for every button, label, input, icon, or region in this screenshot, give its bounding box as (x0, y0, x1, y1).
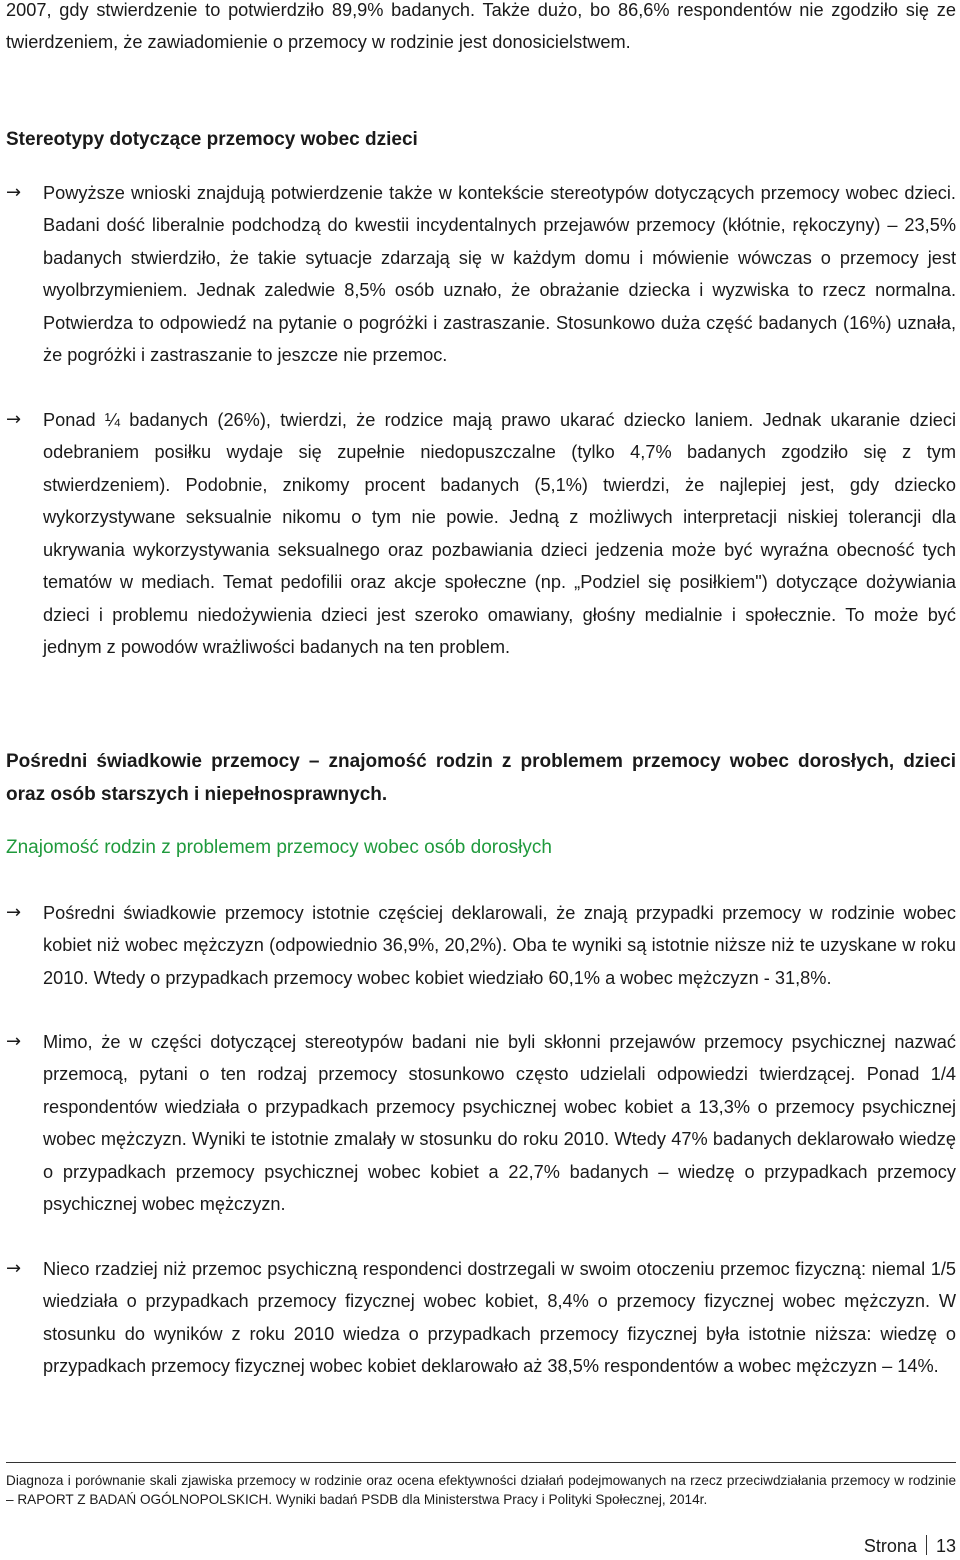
bullet-item (6, 1026, 956, 1221)
footer-citation: Diagnoza i porównanie skali zjawiska przemocy w rodzinie oraz ocena efektywności działań podejmowanych na rzecz przeciwdziałania przemocy w rodzinie – RAPORT Z BADAŃ OGÓLNOPOLSKICH. Wyniki badań PSDB dla Ministerstwa Pracy i Polityki Społecznej, 2014r. (6, 1473, 956, 1507)
footer-divider (6, 1462, 956, 1463)
right-arrow-icon: → (6, 1258, 22, 1279)
page-number (864, 1532, 956, 1560)
bullet-text: Powyższe wnioski znajdują potwierdzenie także w kontekście stereotypów dotyczących przemocy wobec dzieci. Badani dość liberalnie podchodzą do kwestii incydentalnych przejawów przemocy (kłótnie, rękoczyny) – 23,5% badanych stwierdziło, że takie sytuacje zdarzają się w każdym domu i mówienie wówczas o przemocy jest wyolbrzymieniem. Jednak zaledwie 8,5% osób uznało, że obrażanie dziecka i wyzwiska to rzecz normalna. Potwierdza to odpowiedź na pytanie o pogróżki i zastraszanie. Stosunkowo duża część badanych (16%) uznała, że pogróżki i zastraszanie to jeszcze nie przemoc. (43, 183, 956, 366)
page-number-value: 13 (935, 1536, 956, 1556)
section-heading-child-stereotypes: Stereotypy dotyczące przemocy wobec dzieci (6, 129, 418, 150)
bullet-text: Ponad ¼ badanych (26%), twierdzi, że rodzice mają prawo ukarać dziecko laniem. Jednak ukaranie dzieci odebraniem posiłku wydaje się zupełnie niedopuszczalne (tylko 4,7% badanych zgodziło się z tym stwierdzeniem). Podobnie, znikomy procent badanych (5,1%) twierdzi, że najlepiej jest, gdy dziecko wykorzystywane seksualnie nikomu o tym nie powie. Jedną z możliwych interpretacji niskiej tolerancji dla ukrywania wykorzystywania seksualnego oraz pozbawiania dzieci jedzenia może być wyraźna obecność tych tematów w mediach. Temat pedofilii oraz akcje społeczne (np. „Podziel się posiłkiem") dotyczące dożywiania dzieci i problemu niedożywienia dzieci jest szeroko omawiany, głośny medialnie i społecznie. To może być jednym z powodów wrażliwości badanych na ten problem. (43, 410, 956, 658)
right-arrow-icon: → (6, 902, 22, 923)
bullet-text: Mimo, że w części dotyczącej stereotypów badani nie byli skłonni przejawów przemocy psychicznej nazwać przemocą, pytani o ten rodzaj przemocy stosunkowo często udzielali odpowiedzi twierdzącej. Ponad 1/4 respondentów wiedziała o przypadkach przemocy psychicznej wobec kobiet a 13,3% o przemocy psychicznej wobec mężczyzn. Wyniki te istotnie zmalały w stosunku do roku 2010. Wtedy 47% badanych deklarowało wiedzę o przypadkach przemocy psychicznej wobec kobiet a 22,7% badanych – wiedzę o przypadkach przemocy psychicznej wobec mężczyzn. (43, 1032, 956, 1215)
bullet-text: Pośredni świadkowie przemocy istotnie częściej deklarowali, że znają przypadki przemocy w rodzinie wobec kobiet niż wobec mężczyzn (odpowiednio 36,9%, 20,2%). Oba te wyniki są istotnie niższe niż te uzyskane w roku 2010. Wtedy o przypadkach przemocy wobec kobiet wiedziało 60,1% a wobec mężczyzn - 31,8%. (43, 903, 956, 988)
subsection-heading-adults: Znajomość rodzin z problemem przemocy wobec osób dorosłych (6, 837, 552, 858)
section-heading-indirect-witnesses: Pośredni świadkowie przemocy – znajomość rodzin z problemem przemocy wobec dorosłych, dzieci oraz osób starszych i niepełnosprawnych. (6, 751, 956, 805)
bullet-item (6, 1253, 956, 1383)
bullet-item (6, 177, 956, 372)
bullet-item (6, 897, 956, 994)
right-arrow-icon: → (6, 409, 22, 430)
right-arrow-icon: → (6, 1031, 22, 1052)
page-label: Strona (863, 1536, 917, 1556)
bullet-item (6, 404, 956, 664)
top-paragraph: 2007, gdy stwierdzenie to potwierdziło 89,9% badanych. Także dużo, bo 86,6% respondentów nie zgodziło się ze twierdzeniem, że zawiadomienie o przemocy w rodzinie jest donosicielstwem. (6, 0, 956, 53)
page-number-divider (926, 1535, 927, 1555)
right-arrow-icon: → (6, 182, 22, 203)
bullet-text: Nieco rzadziej niż przemoc psychiczną respondenci dostrzegali w swoim otoczeniu przemoc fizyczną: niemal 1/5 wiedziała o przypadkach przemocy fizycznej wobec kobiet, 8,4% o przemocy fizycznej wobec mężczyzn. W stosunku do wyników z roku 2010 wiedza o przypadkach przemocy fizycznej była istotnie niższa: wiedzę o przypadkach przemocy fizycznej wobec kobiet deklarowało aż 38,5% respondentów a wobec mężczyzn – 14%. (43, 1259, 956, 1377)
